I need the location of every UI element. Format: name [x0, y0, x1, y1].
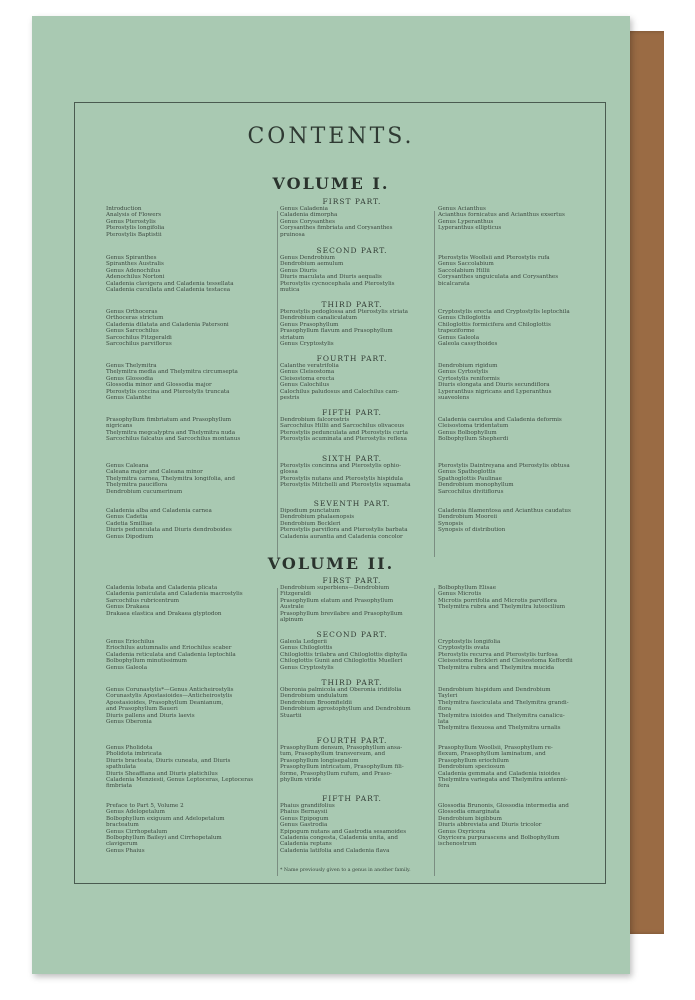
- part-heading: FIRST PART.: [322, 576, 382, 585]
- part-heading: FIFTH PART.: [322, 408, 382, 417]
- contents-entries-col2: Galeola Ledgerii Genus Chiloglottis Chiloglottis trilabra and Chiloglottis diphylla Chiloglottis Gunii and Chiloglottis Muelleri Genus Cryptostylis: [280, 639, 408, 671]
- contents-entries-col1: Genus Pholidota Pholidota imbricata Diuris bracteata, Diuris cuneata, and Diuris spathulata Diuris Sheaffiana and Diuris platichilus Caladenia Menziesii, Genus Leptoceras, Leptoceras fimbriata: [106, 745, 254, 790]
- contents-entries-col2: Pterostylis pedoglossa and Pterostylis striata Dendrobium canaliculatum Genus Prasophyllum Prasophyllum flavum and Prasophyllum striatum Genus Cryptostylis: [280, 309, 408, 348]
- contents-entries-col1: Genus Spiranthes Spiranthes Australis Genus Adenochilus Adenochilus Nortoni Caladenia clavigera and Caladenia tessellata Caladenia cucullata and Caladenia testacea: [106, 255, 234, 294]
- contents-entries-col2: Phaius grandifolius Phaius Bernaysii Genus Epipogum Genus Gastrodia Epipogum nutans and Gastrodia sesamoides Caladenia congesta, Caladenia unita, and Caladenia reptans Caladenia latifolia and Caladenia flava: [280, 803, 407, 854]
- contents-entries-col1: Introduction Analysis of Flowers Genus Pterostylis Pterostylis longifolia Pterostylis Baptistii: [106, 206, 165, 238]
- page-title: CONTENTS.: [247, 124, 415, 149]
- contents-entries-col1: Genus Eriochilus Eriochilus autumnalis and Eriochilus scaber Caladenia reticulata and Caladenia leptochila Bolbophyllum minutissimum Genus Galeola: [106, 639, 236, 671]
- contents-entries-col3: Glossodia Brunonis, Glossodia intermedia and Glossodia emarginata Dendrobium bigibbum Diuris abbreviata and Diuris tricolor Genus Oxyricera Oxyricera purpurascens and Bolbophyllum ischenostrum: [438, 803, 569, 848]
- column-rule-left-vol2: [277, 588, 278, 876]
- contents-entries-col3: Caladenia caerulea and Caladenia deformis Cleisostoma tridentatum Genus Bolbophyllum Bolbophyllum Shepherdi: [438, 417, 562, 443]
- part-heading: SEVENTH PART.: [313, 499, 391, 508]
- volume-1-heading: VOLUME I.: [272, 174, 390, 193]
- contents-entries-col2: Prasophyllum densum, Prasophyllum ansa- tum, Prasophyllum transversum, and Prasophyllum longisepalum Prasophyllum intricatum, Prasophyllum fili- forme, Prasophyllum rufum, and Praso- phyllum viride: [280, 745, 404, 784]
- contents-entries-col2: Pterostylis concinna and Pterostylis ophio- glossa Pterostylis nutans and Pterostylis hispidula Pterostylis Mitchelli and Pterostylis squamata: [280, 463, 411, 489]
- book-spine-backing: [624, 31, 664, 934]
- contents-entries-col1: Genus Caleana Caleana major and Caleana minor Thelymitra carnea, Thelymitra longifolia, and Thelymitra pauciflora Dendrobium cucumerinum: [106, 463, 235, 495]
- contents-entries-col3: Bolbophyllum Elisae Genus Microtis Microtis porrifolia and Microtis parviflora Thelymitra rubra and Thelymitra luteocilium: [438, 585, 566, 611]
- footnote: * Name previously given to a genus in another family.: [280, 868, 411, 873]
- contents-entries-col1: Caladenia alba and Caladenia carnea Genus Cadetia Cadetia Smilliae Diuris pedunculata and Diuris dendroboides Genus Dipodium: [106, 508, 232, 540]
- contents-entries-col3: Pterostylis Daintreyana and Pterostylis obtusa Genus Spathoglottis Spathoglottis Paulinae Dendrobium monophyllum Sarcochilus divitiflorus: [438, 463, 570, 495]
- part-heading: THIRD PART.: [321, 300, 383, 309]
- part-heading: SECOND PART.: [316, 246, 388, 255]
- contents-entries-col2: Calanthe veratrifolia Genus Cleisostoma Cleisostoma erecta Genus Calochilus Calochilus paludosus and Calochilus cam- pestris: [280, 363, 400, 402]
- volume-2-heading: VOLUME II.: [267, 554, 395, 573]
- contents-entries-col2: Genus Dendrobium Dendrobium aemulum Genus Diuris Diuris maculata and Diuris aequalis Pterostylis cycnocephala and Pterostylis mutica: [280, 255, 395, 294]
- contents-entries-col1: Prasophyllum fimbriatum and Prasophyllum nigricans Thelymitra megcalyptra and Thelymitra nuda Sarcochilus falcatus and Sarcochilus montanus: [106, 417, 241, 443]
- contents-entries-col3: Cryptostylis erecta and Cryptostylis leptochila Genus Chiloglottis Chiloglottis formicifera and Chiloglottis trapeziforme Genus Galeola Galeola cassythoides: [438, 309, 570, 348]
- contents-entries-col3: Dendrobium rigidum Genus Cyrtostylis Cyrtostylis reniformis Diuris elongata and Diuris secundiflora Lyperanthus nigricans and Lyperanthus suaveolens: [438, 363, 552, 402]
- contents-entries-col1: Genus Orthoceras Orthoceras strictum Caladenia dilatata and Caladenia Patersoni Genus Sarcochilus Sarcochilus Fitzgeraldi Sarcochilus parviflorus: [106, 309, 229, 348]
- part-heading: FIRST PART.: [322, 197, 382, 206]
- contents-entries-col1: Genus Corunastylis*—Genus Anticheirostylis Corunastylis Apostasioides—Anticheirostylis Apostasioides, Prasophyllum Deanianum, and Prasophyllum Baueri Diuris pallens and Diuris laevis Genus Oberonia: [106, 687, 234, 726]
- contents-entries-col2: Dipodium punctatum Dendrobium phalaenopsis Dendrobium Beckleri Pterostylis parviflora and Pterostylis barbata Caladenia aurantia and Caladenia concolor: [280, 508, 408, 540]
- part-heading: SIXTH PART.: [322, 454, 382, 463]
- contents-entries-col1: Genus Thelymitra Thelymitra media and Thelymitra circumsepta Genus Glossodia Glossodia minor and Glossodia major Pterostylis coccina and Pterostylis truncata Genus Calanthe: [106, 363, 238, 402]
- contents-entries-col3: Caladenia filamentosa and Acianthus caudatus Dendrobium Mooreii Synopsis Synopsis of distribution: [438, 508, 571, 534]
- contents-entries-col2: Genus Caladenia Caladenia dimorpha Genus Corysanthes Corysanthes fimbriata and Corysanthes pruinosa: [280, 206, 393, 238]
- contents-entries-col1: Preface to Part 5, Volume 2 Genus Adelopetalum Bolbophyllum exiguum and Adelopetalum bracteatum Genus Cirrhopetalum Bolbophyllum Baileyi and Cirrhopetalum clavigerum Genus Phaius: [106, 803, 225, 854]
- part-heading: FOURTH PART.: [316, 354, 388, 363]
- contents-entries-col1: Caladenia lobata and Caladenia plicata Caladenia paniculata and Caladenia macrostylis Sarcochilus rubricentrum Genus Drakaea Drakaea elastica and Drakaea glyptodon: [106, 585, 243, 617]
- part-heading: FOURTH PART.: [316, 736, 388, 745]
- contents-entries-col3: Genus Acianthus Acianthus fornicatus and Acianthus exsertus Genus Lyperanthus Lyperanthus ellipticus: [438, 206, 565, 232]
- part-heading: THIRD PART.: [321, 678, 383, 687]
- part-heading: FIFTH PART.: [322, 794, 382, 803]
- contents-entries-col3: Pterostylis Woollsii and Pterostylis rufa Genus Saccolabium Saccolabium Hillii Corysanthes unguiculata and Corysanthes bicalcarata: [438, 255, 559, 287]
- contents-entries-col3: Prasophyllum Woollsii, Prasophyllum re- flexum, Prasophyllum laminatum, and Prasophyllum eriochilum Dendrobium speciosum Caladenia gemmata and Caladenia ixioides Thelymitra variegata and Thelymitra antenni- fera: [438, 745, 568, 790]
- contents-entries-col3: Dendrobium hispidum and Dendrobium Tayleri Thelymitra fasciculata and Thelymitra grandi- flora Thelymitra ixioides and Thelymitra canalicu- lata Thelymitra flexuosa and Thelymitra urnalis: [438, 687, 569, 732]
- contents-entries-col2: Dendrobium falcorostris Sarcochilus Hillii and Sarcochilus olivaceus Pterostylis pedunculata and Pterostylis curta Pterostylis acuminata and Pterostylis reflexa: [280, 417, 408, 443]
- contents-entries-col2: Dendrobium superbiens—Dendrobium Fitzgeraldi Prasophyllum elatum and Prasophyllum Australe Prasophyllum brevilabre and Prasophyllum alpinum: [280, 585, 403, 624]
- column-rule-left-vol1: [277, 211, 278, 557]
- contents-entries-col2: Oberonia palmicola and Oberonia iridifolia Dendrobium undulatum Dendrobium Broomfieldii Dendrobium agrostophyllum and Dendrobium Stuartii: [280, 687, 411, 719]
- part-heading: SECOND PART.: [316, 630, 388, 639]
- contents-page: [32, 16, 630, 974]
- contents-entries-col3: Cryptostylis longifolia Cryptostylis ovata Pterostylis recurva and Pterostylis turfosa Cleisostoma Beckleri and Cleisostoma Keffordii Thelymitra rubra and Thelymitra mucida: [438, 639, 573, 671]
